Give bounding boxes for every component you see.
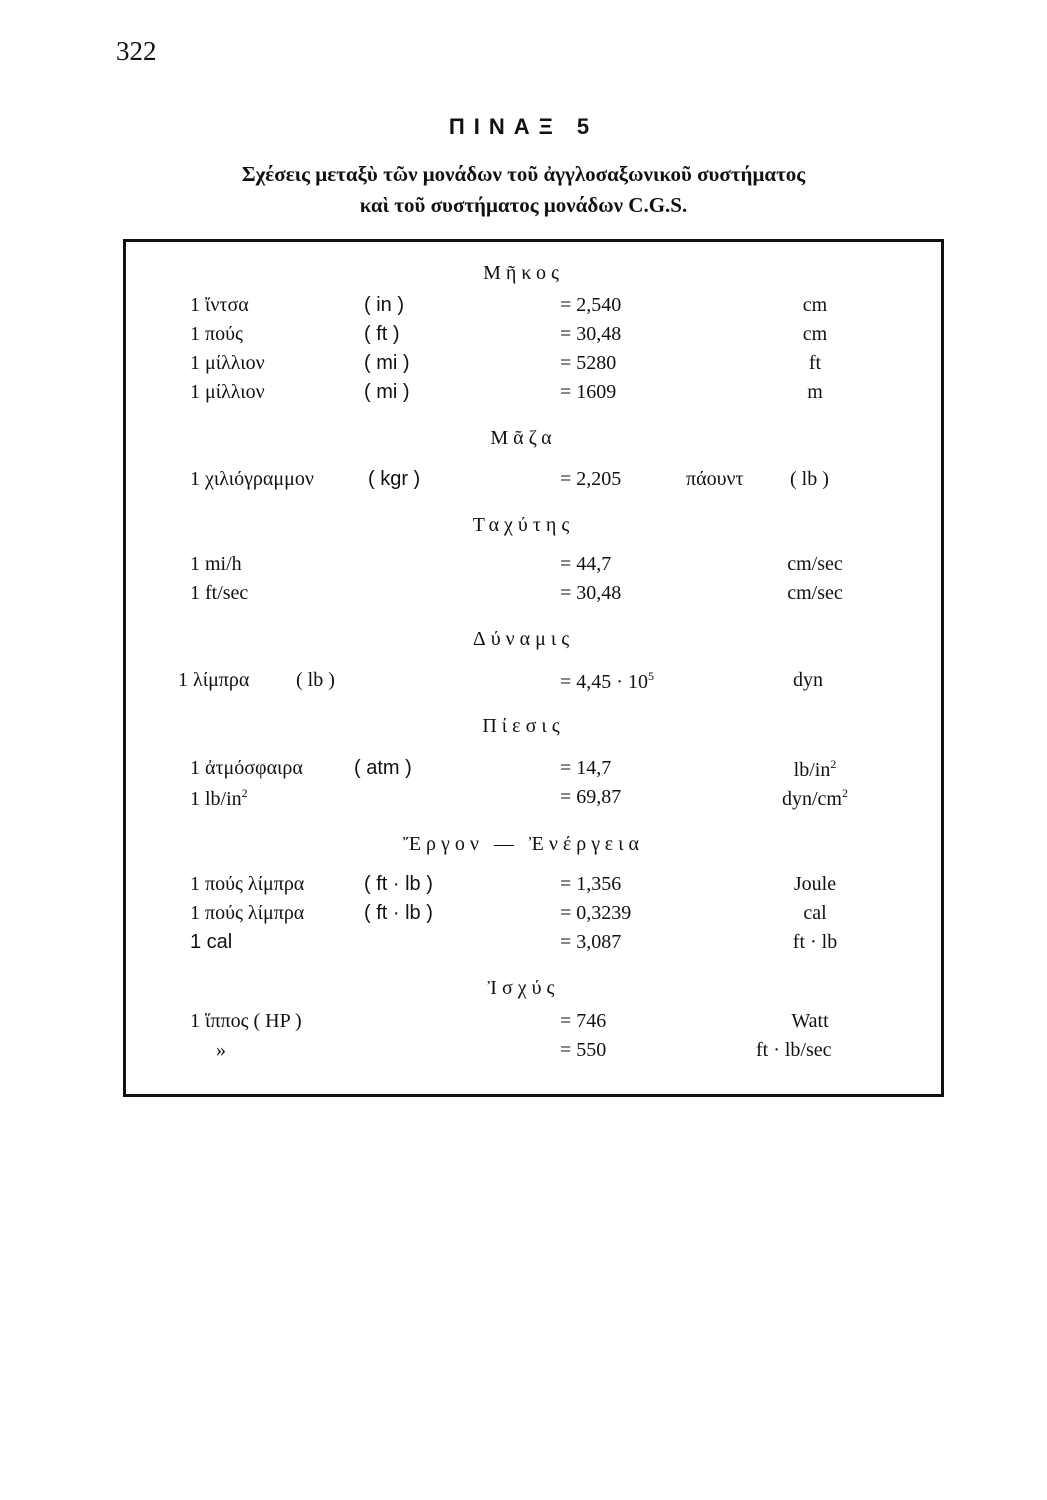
section-title-pressure: Πίεσις — [482, 715, 565, 737]
target-unit: dyn — [793, 669, 823, 691]
unit-symbol: ( kgr ) — [368, 468, 421, 490]
target-unit: Watt — [791, 1010, 829, 1032]
section-title-force: Δύναμις — [472, 628, 575, 650]
target-unit: $lb/in^2$ — [793, 757, 837, 781]
target-unit: m — [807, 381, 823, 403]
unit-name: 1 ἀτμόσφαιρα — [190, 757, 303, 779]
unit-symbol: ( ft ) — [364, 323, 400, 345]
section-title-mass: Μᾶζα — [490, 427, 557, 449]
unit-symbol-text: ( ft · lb ) — [364, 873, 433, 895]
unit-name: 1 πούς λίμπρα — [190, 902, 305, 924]
exponent: 2 — [830, 757, 837, 771]
table-heading: ΠΙΝΑΞ 5 — [448, 114, 599, 139]
target-unit: ft · lb — [792, 931, 838, 953]
target-unit: cm — [802, 323, 828, 345]
conversion-value: = 44,7 — [560, 553, 612, 575]
conversion-value: = 2,205 — [560, 468, 622, 490]
conversion-value: = 2,540 — [560, 294, 622, 316]
conversion-value: = $4,45 \cdot 10^5$ — [560, 669, 654, 693]
unit-name: 1 cal — [190, 931, 233, 953]
unit-name: 1 mi/h — [190, 553, 242, 575]
unit-symbol: ( ft · lb ) — [364, 902, 433, 924]
target-unit: cal — [803, 902, 827, 924]
unit-name: 1 $lb/in^2$ — [190, 786, 248, 810]
exponent: 2 — [842, 786, 848, 800]
unit-name: 1 πούς — [190, 323, 243, 345]
unit-symbol: ( lb ) — [296, 669, 335, 691]
target-unit: ( lb ) — [790, 468, 829, 490]
target-unit: cm/sec — [787, 582, 843, 604]
conversion-value: = 30,48 — [560, 582, 622, 604]
conversion-value: = 1,356 — [560, 873, 622, 895]
unit-symbol: ( mi ) — [364, 381, 410, 403]
unit-symbol: ( in ) — [364, 294, 404, 316]
conversion-value: = 69,87 — [560, 786, 622, 808]
target-unit: ft · lb/sec — [756, 1039, 832, 1061]
conversion-value: = 746 — [560, 1010, 607, 1032]
target-unit: ft — [808, 352, 822, 374]
table-subtitle-line1: Σχέσεις μεταξὺ τῶν μονάδων τοῦ ἀγγλοσαξωνικοῦ συστήματος — [241, 162, 806, 186]
unit-name: 1 ἵππος ( HP ) — [190, 1010, 302, 1032]
unit-name: 1 πούς λίμπρα — [190, 873, 305, 895]
section-title-power: Ἰσχύς — [487, 977, 560, 999]
conversion-value: = 14,7 — [560, 757, 612, 779]
page-number: 322 — [116, 36, 157, 66]
conversion-value: = 550 — [560, 1039, 607, 1061]
target-unit: cm — [802, 294, 828, 316]
section-title-work-energy: Ἔργον — Ἐνέργεια — [402, 833, 645, 855]
unit-symbol: ( mi ) — [364, 352, 410, 374]
unit-name: 1 μίλλιον — [190, 381, 265, 403]
target-unit: dyn/$cm^2$ — [782, 786, 848, 810]
section-title-length: Μῆκος — [483, 262, 564, 284]
conversion-value: = 30,48 — [560, 323, 622, 345]
unit-name: 1 χιλιόγραμμον — [190, 468, 314, 490]
conversion-value: = 0,3239 — [560, 902, 632, 924]
unit-symbol: ( atm ) — [354, 757, 412, 779]
unit-name: 1 λίμπρα — [178, 669, 250, 691]
conversion-value: = 3,087 — [560, 931, 622, 953]
table-subtitle-line2: καὶ τοῦ συστήματος μονάδων C.G.S. — [359, 193, 688, 217]
target-unit: cm/sec — [787, 553, 843, 575]
section-title-speed: Ταχύτης — [472, 514, 575, 536]
target-unit-word: πάουντ — [686, 468, 744, 490]
unit-name: 1 ἴντσα — [190, 294, 249, 316]
unit-name: 1 ft/sec — [190, 582, 249, 604]
exponent: 2 — [241, 786, 248, 800]
conversion-value: = 5280 — [560, 352, 617, 374]
unit-name: 1 μίλλιον — [190, 352, 265, 374]
exponent: 5 — [647, 669, 654, 683]
ditto-mark: » — [216, 1039, 226, 1061]
conversion-value: = 1609 — [560, 381, 617, 403]
target-unit: Joule — [793, 873, 837, 895]
